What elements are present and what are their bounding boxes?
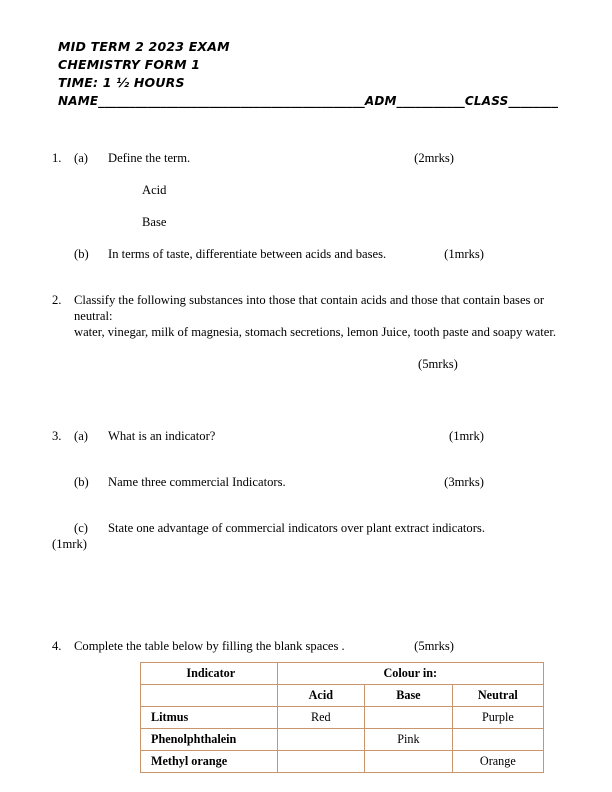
question-1a-label: (a)	[74, 151, 88, 165]
exam-header	[58, 38, 564, 110]
question-2-number: 2.	[52, 293, 62, 307]
table-row-2-indicator: Methyl orange	[141, 751, 278, 773]
question-4-marks: (5mrks)	[414, 639, 454, 653]
question-3b-marks: (3mrks)	[444, 475, 484, 489]
question-1b-text: In terms of taste, differentiate between acids and bases.	[108, 247, 387, 261]
question-4-text: Complete the table below by filling the blank spaces .	[74, 639, 345, 653]
question-4-row	[52, 638, 564, 654]
table-header-row	[141, 663, 544, 685]
question-3a-marks: (1mrk)	[449, 429, 484, 443]
question-3a-row	[52, 428, 564, 444]
question-3c-row	[52, 520, 564, 536]
table-row-0-acid[interactable]: Red	[277, 707, 365, 729]
table-row-1-acid[interactable]	[277, 729, 365, 751]
question-3b-label: (b)	[74, 475, 89, 489]
table-subheader-neutral: Neutral	[452, 685, 543, 707]
question-1a-marks: (2mrks)	[414, 151, 454, 165]
question-1a-item-base: Base	[142, 215, 167, 229]
question-3	[52, 428, 564, 552]
question-3a-text: What is an indicator?	[108, 429, 216, 443]
question-1a-item-acid: Acid	[142, 183, 167, 197]
table-row-2-neutral[interactable]: Orange	[452, 751, 543, 773]
table-row-2-base[interactable]	[365, 751, 453, 773]
question-1a-row	[52, 150, 564, 166]
exam-subject-line: CHEMISTRY FORM 1	[58, 57, 201, 72]
table-row-1-neutral[interactable]	[452, 729, 543, 751]
question-3-number: 3.	[52, 429, 62, 443]
table-subheader-blank	[141, 685, 278, 707]
table-row	[141, 751, 544, 773]
table-row	[141, 729, 544, 751]
question-3b-text: Name three commercial Indicators.	[108, 475, 286, 489]
question-3c-marks: (1mrk)	[52, 537, 87, 551]
exam-time-line: TIME: 1 ½ HOURS	[58, 75, 185, 90]
indicator-colour-table	[140, 662, 544, 773]
exam-title-line: MID TERM 2 2023 EXAM	[58, 39, 230, 54]
question-4-number: 4.	[52, 639, 62, 653]
question-2-line-2: water, vinegar, milk of magnesia, stomach secretions, lemon Juice, tooth paste and soapy water.	[74, 325, 556, 339]
indicator-colour-table-wrapper	[140, 662, 564, 773]
question-3c-text: State one advantage of commercial indicators over plant extract indicators.	[108, 521, 485, 535]
question-1	[52, 150, 564, 262]
question-3c-label: (c)	[74, 521, 88, 535]
student-name-admission-class-line: NAME___________________________________________ADM___________CLASS________	[58, 94, 559, 108]
table-row-0-indicator: Litmus	[141, 707, 278, 729]
table-row-1-base[interactable]: Pink	[365, 729, 453, 751]
question-4	[52, 638, 564, 654]
table-subheader-row	[141, 685, 544, 707]
table-header-indicator: Indicator	[141, 663, 278, 685]
question-2-marks: (5mrks)	[418, 357, 458, 371]
table-subheader-base: Base	[365, 685, 453, 707]
question-3a-label: (a)	[74, 429, 88, 443]
question-1b-label: (b)	[74, 247, 89, 261]
table-row-0-base[interactable]	[365, 707, 453, 729]
table-row-1-indicator: Phenolphthalein	[141, 729, 278, 751]
question-1-number: 1.	[52, 151, 62, 165]
table-subheader-acid: Acid	[277, 685, 365, 707]
table-row	[141, 707, 544, 729]
table-row-0-neutral[interactable]: Purple	[452, 707, 543, 729]
question-2-line-1: Classify the following substances into those that contain acids and those that contain bases or neutral:	[74, 293, 545, 323]
question-1b-marks: (1mrks)	[444, 247, 484, 261]
table-row-2-acid[interactable]	[277, 751, 365, 773]
question-3b-row	[52, 474, 564, 490]
question-2-row	[52, 292, 564, 340]
question-1a-text: Define the term.	[108, 151, 191, 165]
question-2	[52, 292, 564, 372]
table-header-colour-in: Colour in:	[277, 663, 543, 685]
question-1b-row	[52, 246, 564, 262]
question-2-text-lines	[74, 292, 564, 340]
